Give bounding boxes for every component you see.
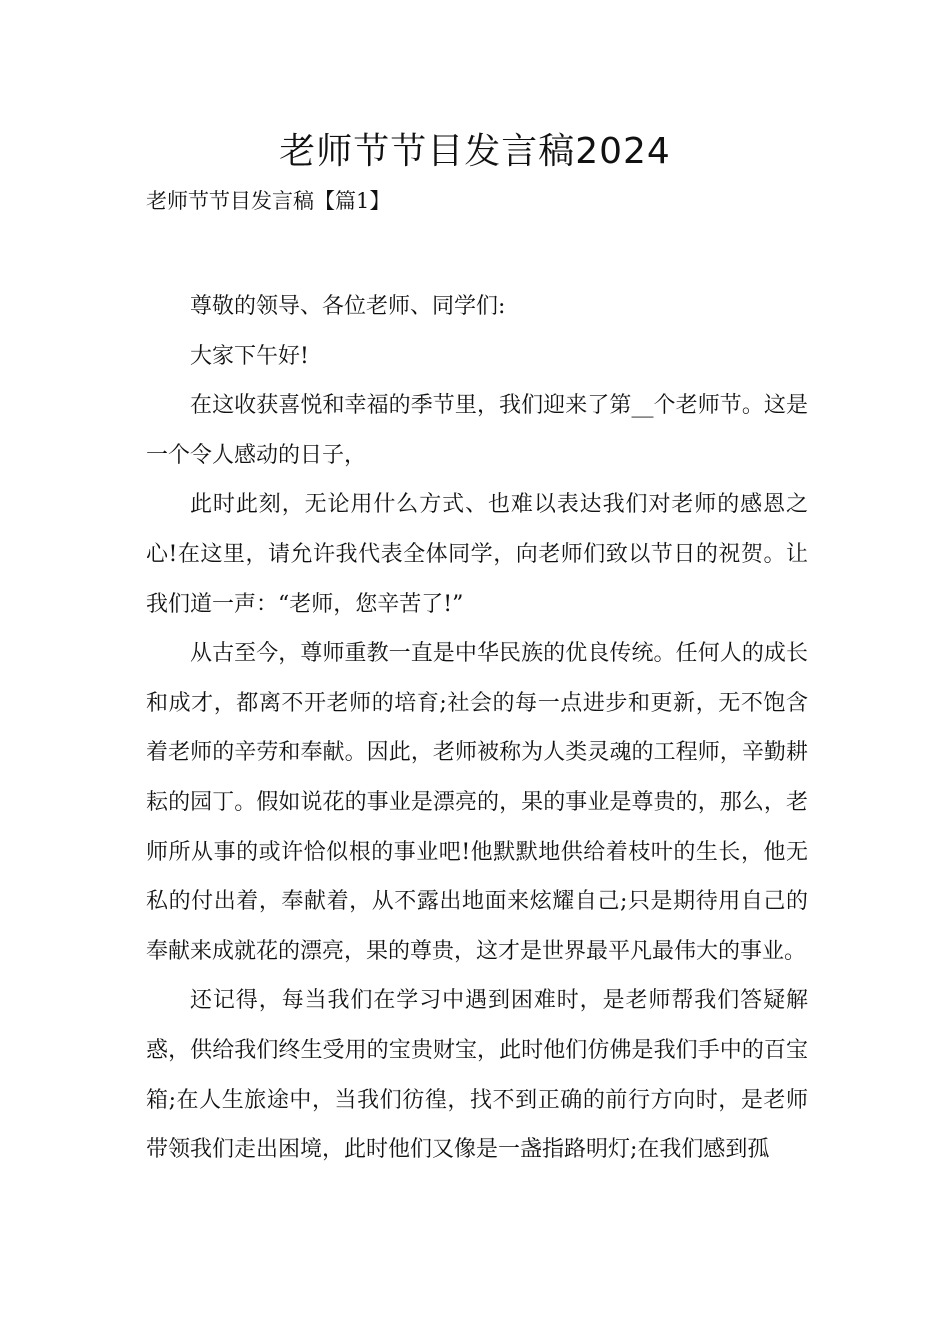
paragraph: 此时此刻，无论用什么方式、也难以表达我们对老师的感恩之心!在这里，请允许我代表全体同学，向老师们致以节日的祝贺。让我们道一声：“老师，您辛苦了!”	[146, 492, 808, 617]
paragraph-greeting: 大家下午好!	[190, 343, 309, 369]
document-body	[146, 282, 808, 1175]
document-subtitle: 老师节节目发言稿【篇1】	[146, 189, 391, 213]
paragraph-salutation: 尊敬的领导、各位老师、同学们:	[190, 294, 506, 319]
paragraph: 从古至今，尊师重教一直是中华民族的优良传统。任何人的成长和成才，都离不开老师的培育;社会的每一点进步和更新，无不饱含着老师的辛劳和奉献。因此，老师被称为人类灵魂的工程师，辛勤耕耘的园丁。假如说花的事业是漂亮的，果的事业是尊贵的，那么，老师所从事的或许恰似根的事业吧!他默默地供给着枝叶的生长，他无私的付出着，奉献着，从不露出地面来炫耀自己;只是期待用自己的奉献来成就花的漂亮，果的尊贵，这才是世界最平凡最伟大的事业。	[146, 641, 808, 964]
paragraph: 在这收获喜悦和幸福的季节里，我们迎来了第__个老师节。这是一个令人感动的日子，	[146, 393, 808, 468]
document-title: 老师节节目发言稿2024	[279, 131, 671, 172]
paragraph: 还记得，每当我们在学习中遇到困难时，是老师帮我们答疑解惑，供给我们终生受用的宝贵财宝，此时他们仿佛是我们手中的百宝箱;在人生旅途中，当我们彷徨，找不到正确的前行方向时，是老师带领我们走出困境，此时他们又像是一盏指路明灯;在我们感到孤	[146, 988, 808, 1163]
